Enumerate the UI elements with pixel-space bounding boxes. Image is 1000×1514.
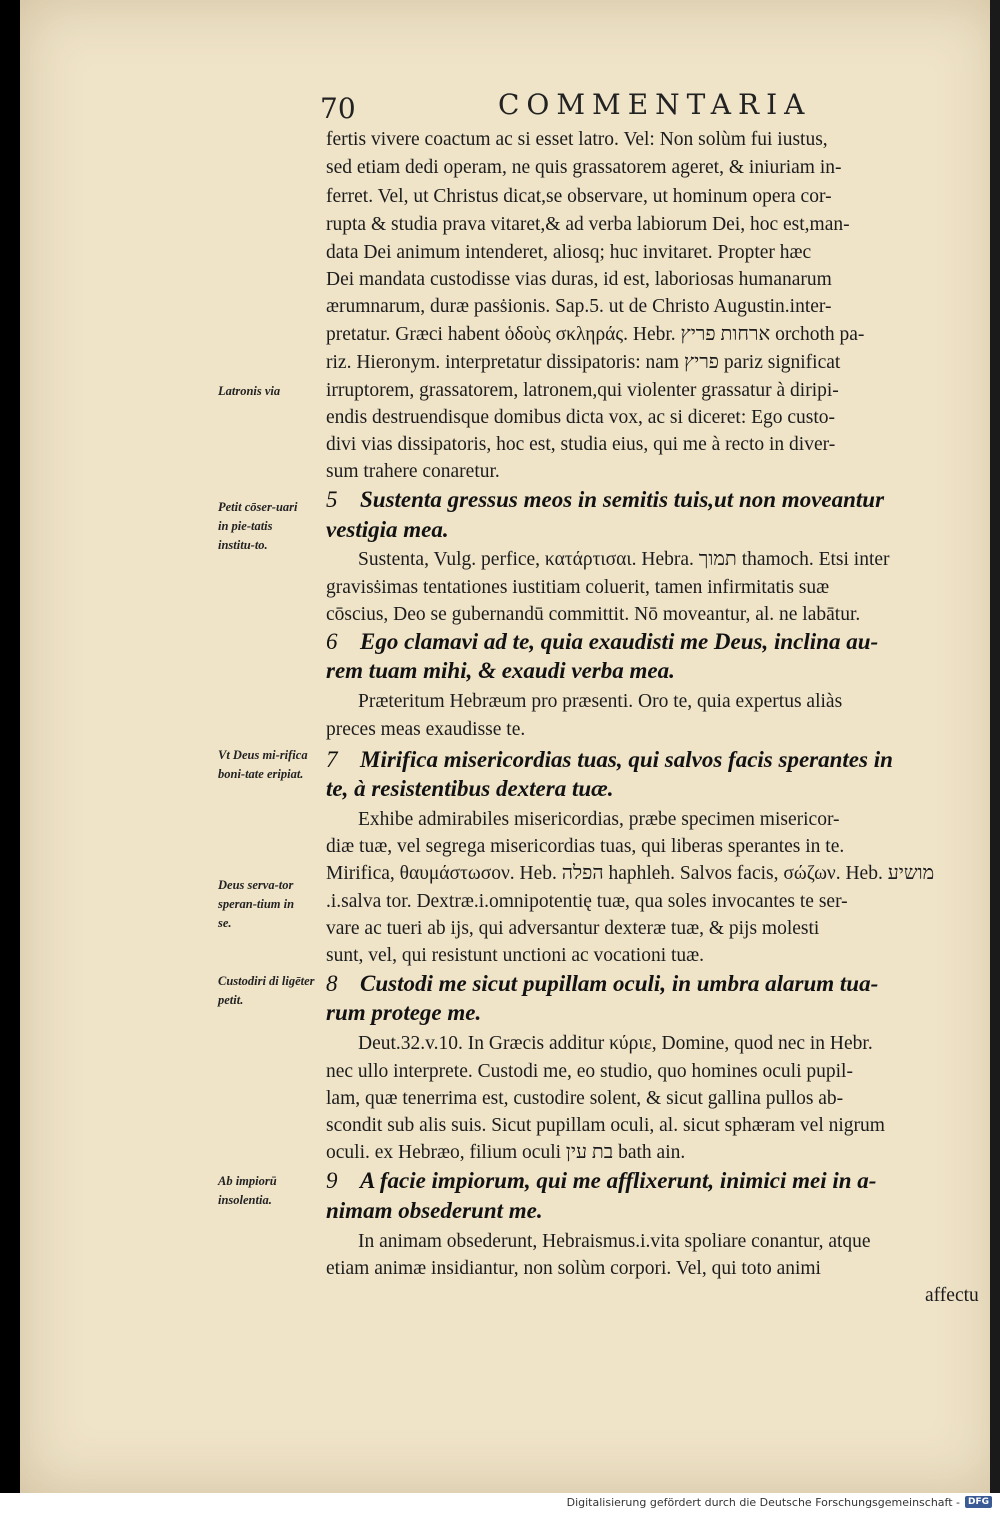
text-line: data Dei animum intenderet, aliosq; huc invitaret. Propter hæc [326, 242, 812, 263]
verse-line [326, 628, 1000, 656]
verse-text: Sustenta gressus meos in semitis tuis,ut non moveantur [360, 487, 885, 512]
dfg-logo-icon: DFG [965, 1496, 992, 1508]
text-line: pretatur. Græci habent ὁδοὺς σκληράς. Hebr. ארחות פריץ orchoth pa- [326, 324, 865, 345]
text-line: Præteritum Hebræum pro præsenti. Oro te, quia expertus aliàs [358, 691, 843, 712]
running-title: COMMENTARIA [498, 88, 812, 121]
funding-credit: Digitalisierung gefördert durch die Deutsche Forschungsgemeinschaft - [566, 1496, 960, 1509]
page-number: 70 [320, 92, 356, 125]
verse-number: 9 [326, 1168, 338, 1193]
catchword: affectu [925, 1285, 979, 1306]
text-line: Exhibe admirabiles misericordias, præbe specimen misericor- [358, 809, 840, 830]
verse-text: Custodi me sicut pupillam oculi, in umbra alarum tua- [360, 971, 879, 996]
text-line: Mirifica, θαυμάστωσον. Heb. הפלה haphleh. Salvos facis, σώζων. Heb. מושיע [326, 863, 935, 884]
text-line: preces meas exaudisse te. [326, 719, 526, 740]
margin-note: Custodiri di ligēter petit. [218, 974, 315, 1007]
text-line: Sustenta, Vulg. perfice, κατάρτισαι. Hebra. תמוך thamoch. Etsi inter [358, 549, 890, 570]
footer-bar [0, 1493, 1000, 1514]
text-line: sum trahere conaretur. [326, 461, 500, 482]
verse-line [326, 970, 1000, 998]
text-line: sed etiam dedi operam, ne quis grassatorem ageret, & iniuriam in- [326, 157, 842, 178]
margin-note: Ab impiorū insolentia. [218, 1174, 277, 1207]
text-line: .i.salva tor. Dextræ.i.omnipotentię tuæ, qua soles invocantes te ser- [326, 891, 848, 912]
verse-number: 7 [326, 747, 338, 772]
text-line: sunt, vel, qui resistunt unctioni ac vocationi tuæ. [326, 945, 705, 966]
verse-line [326, 746, 1000, 774]
verse-text: Mirifica misericordias tuas, qui salvos facis sperantes in [360, 747, 893, 772]
verse-line: rem tuam mihi, & exaudi verba mea. [326, 658, 675, 683]
text-line: diæ tuæ, vel segrega misericordias tuas, qui liberas sperantes in te. [326, 836, 845, 857]
text-line: In animam obsederunt, Hebraismus.i.vita spoliare conantur, atque [358, 1231, 871, 1252]
verse-number: 8 [326, 971, 338, 996]
margin-note: Petit cōser-uari in pie-tatis institu-to. [218, 500, 298, 552]
text-line: cōscius, Deo se gubernandū committit. Nō moveantur, al. ne labātur. [326, 604, 861, 625]
text-line: etiam animæ insidiantur, non solùm corpori. Vel, qui toto animi [326, 1258, 821, 1279]
text-line: fertis vivere coactum ac si esset latro. Vel: Non solùm fui iustus, [326, 129, 828, 150]
text-line: scondit sub alis suis. Sicut pupillam oculi, al. sicut sphæram vel nigrum [326, 1115, 885, 1136]
verse-number: 5 [326, 487, 338, 512]
book-page [20, 0, 1000, 1493]
verse-line: nimam obsederunt me. [326, 1198, 543, 1223]
text-line: irruptorem, grassatorem, latronem,qui violenter grassatur à diripi- [326, 380, 839, 401]
text-line: riz. Hieronym. interpretatur dissipatoris: nam פריץ pariz significat [326, 352, 841, 373]
verse-text: Ego clamavi ad te, quia exaudisti me Deus, inclina au- [360, 629, 879, 654]
text-line: divi vias dissipatoris, hoc est, studia eius, qui me à recto in diver- [326, 434, 836, 455]
text-line: lam, quæ tenerrima est, custodire solent, & sicut gallina pullos ab- [326, 1088, 844, 1109]
margin-note: Latronis via [218, 384, 281, 398]
text-line: gravisṡimas tentationes iustitiam coluerit, tamen infirmitatis suæ [326, 577, 830, 598]
verse-line [326, 486, 1000, 514]
text-line: vare ac tueri ab ijs, qui adversantur dexteræ tuæ, & pijs molesti [326, 918, 820, 939]
verse-line: te, à resistentibus dextera tuæ. [326, 776, 614, 801]
text-line: oculi. ex Hebræo, filium oculi בת עין bath ain. [326, 1142, 686, 1163]
text-line: endis destruendisque domibus dicta vox, ac si diceret: Ego custo- [326, 407, 836, 428]
text-line: ferret. Vel, ut Christus dicat,se observare, ut hominum opera cor- [326, 186, 832, 207]
text-line: ærumnarum, duræ pasṡionis. Sap.5. ut de Christo Augustin.inter- [326, 296, 832, 317]
verse-line [326, 1167, 1000, 1195]
margin-note: Deus serva-tor speran-tium in se. [218, 878, 295, 930]
verse-text: A facie impiorum, qui me afflixerunt, inimici mei in a- [360, 1168, 877, 1193]
verse-number: 6 [326, 629, 338, 654]
verse-line: vestigia mea. [326, 517, 449, 542]
verse-line: rum protege me. [326, 1000, 482, 1025]
text-line: Dei mandata custodisse vias duras, id est, laboriosas humanarum [326, 269, 832, 290]
text-line: Deut.32.v.10. In Græcis additur κύριε, Domine, quod nec in Hebr. [358, 1033, 873, 1054]
margin-note: Vt Deus mi-rifica boni-tate eripiat. [218, 748, 308, 781]
text-line: nec ullo interprete. Custodi me, eo studio, quo homines oculi pupil- [326, 1061, 853, 1082]
text-line: rupta & studia prava vitaret,& ad verba labiorum Dei, hoc est,man- [326, 214, 850, 235]
